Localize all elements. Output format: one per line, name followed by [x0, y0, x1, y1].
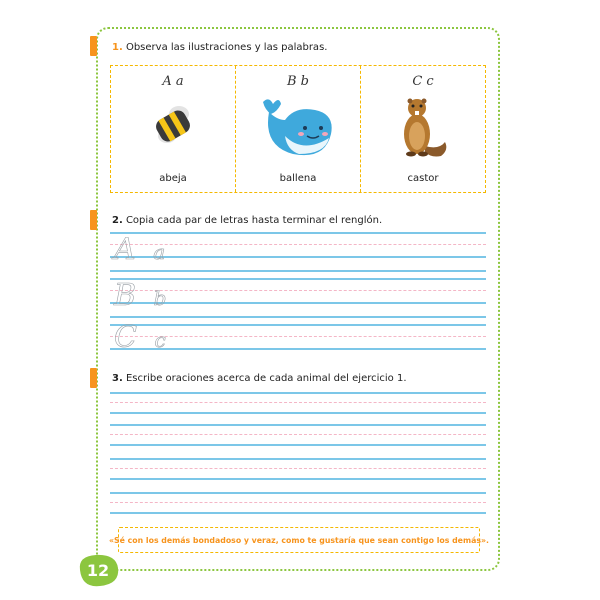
page-number: 12 [86, 560, 110, 580]
animal-card-whale [235, 66, 360, 192]
trace-lower-a: a [153, 240, 170, 264]
exercise2-instruction: Copia cada par de letras hasta terminar el renglón. [125, 215, 383, 226]
exercise2-tab [90, 210, 97, 230]
trace-upper-a: A [114, 232, 140, 267]
exercise1-title [112, 42, 327, 53]
trace-row-c [114, 320, 170, 355]
animal-name-bee: abeja [159, 173, 187, 184]
animal-name-beaver: castor [407, 173, 439, 184]
quote-text: «Sé con los demás bondadoso y veraz, como te gustaría que sean contigo los demás». [109, 535, 489, 545]
bee-icon [143, 94, 203, 154]
exercise1-instruction: Observa las ilustraciones y las palabras. [125, 42, 328, 53]
whale-icon [259, 94, 337, 160]
exercise2-title [112, 215, 382, 226]
exercise3-instruction: Escribe oraciones acerca de cada animal del ejercicio 1. [125, 373, 407, 384]
page-number-badge [76, 552, 120, 588]
exercise1-tab [90, 36, 97, 56]
trace-row-a [114, 232, 169, 267]
trace-upper-c: C [114, 320, 141, 355]
values-quote [109, 527, 489, 553]
letters-b: B b [286, 74, 309, 89]
animal-card-bee [111, 66, 235, 192]
letters-c: C c [412, 74, 434, 89]
trace-row-b [114, 278, 170, 313]
letters-a: A a [162, 74, 184, 89]
exercise3-number: 3. [112, 373, 123, 384]
exercise2-number: 2. [112, 215, 123, 226]
tracing-lines[interactable] [110, 232, 486, 356]
trace-upper-b: B [114, 278, 141, 313]
beaver-icon [395, 94, 451, 160]
animal-illustrations [110, 65, 486, 193]
writing-lines[interactable] [110, 392, 486, 516]
trace-lower-c: c [154, 328, 170, 352]
animal-card-beaver [360, 66, 485, 192]
exercise3-title [112, 373, 407, 384]
animal-name-whale: ballena [279, 173, 317, 184]
exercise3-tab [90, 368, 97, 388]
trace-lower-b: b [153, 286, 171, 310]
exercise1-number: 1. [112, 42, 123, 53]
